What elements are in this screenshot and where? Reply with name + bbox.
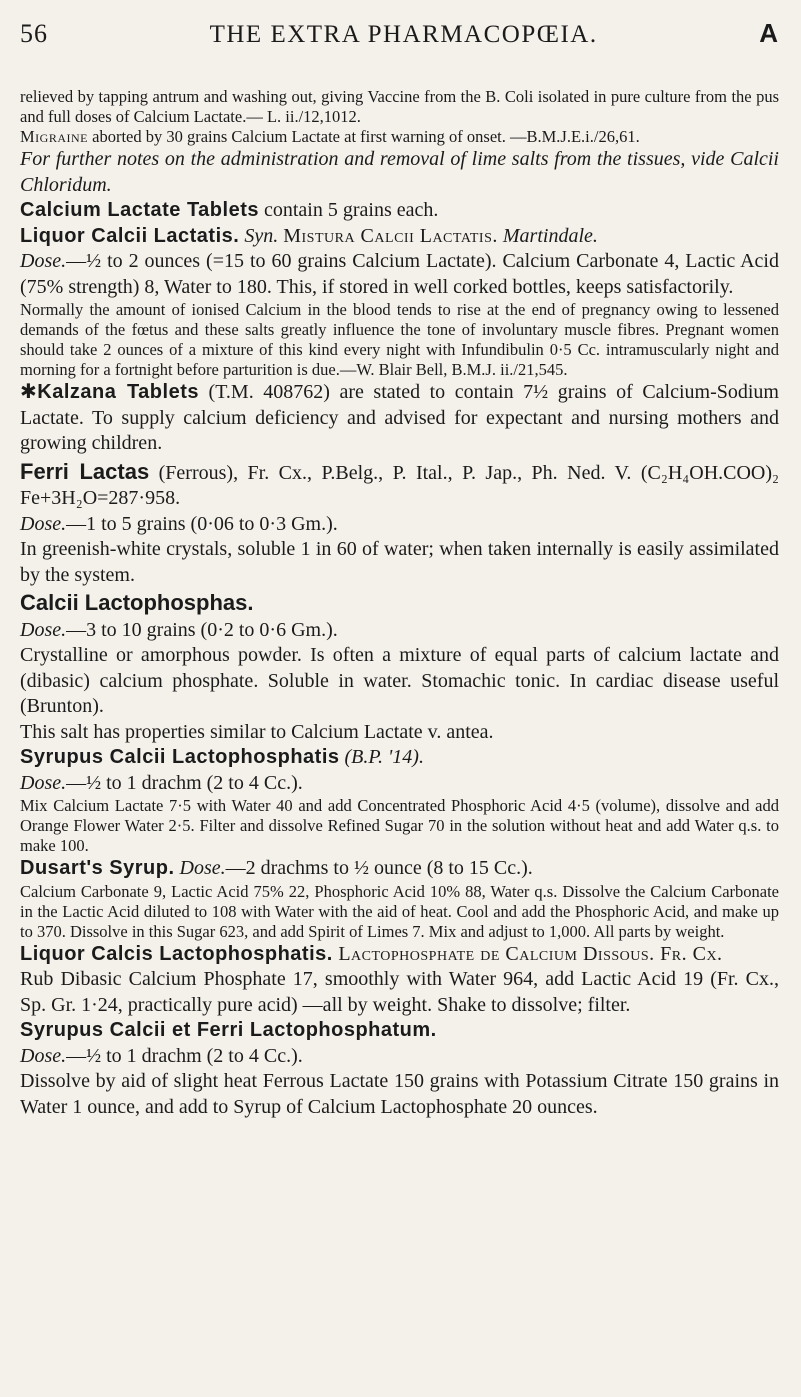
- entry-syrupus-calcii-lactophosphatis: Syrupus Calcii Lactophosphatis (B.P. '14).: [20, 746, 424, 768]
- paragraph-final-method: Dissolve by aid of slight heat Ferrous Lactate 150 grains with Potassium Citrate 150 grains in Water 1 ounce, and add to Syrup of Calcium Lactophosphate 20 ounces.: [20, 1070, 779, 1118]
- paragraph-liquor-method: Rub Dibasic Calcium Phosphate 17, smoothly with Water 964, add Lactic Acid 19 (Fr. Cx., Sp. Gr. 1·24, practically pure acid) —all by weight. Shake to dissolve; filter.: [20, 968, 779, 1016]
- paragraph-ferri-description: In greenish-white crystals, soluble 1 in 60 of water; when taken internally is easily assimilated by the system.: [20, 538, 779, 586]
- dose-liquor: Dose.—½ to 2 ounces (=15 to 60 grains Calcium Lactate). Calcium Carbonate 4, Lactic Acid (75% strength) 8, Water to 180. This, if stored in well corked bottles, keeps satisfactorily.: [20, 250, 779, 298]
- dose-syrupus: Dose.—½ to 1 drachm (2 to 4 Cc.).: [20, 771, 303, 794]
- section-letter: A: [759, 18, 779, 48]
- paragraph-pregnancy: Normally the amount of ionised Calcium in the blood tends to rise at the end of pregnancy owing to lessened demands of the fœtus and these salts greatly influence the tone of involuntary muscle fibres. Pregnant women should take 2 ounces of a mixture of this kind every night with Infundibulin 0·5 Cc. intramuscularly night and morning for a fortnight before parturition is due.—W. Blair Bell, B.M.J. ii./21,545.: [20, 300, 779, 379]
- paragraph-syrupus-method: Mix Calcium Lactate 7·5 with Water 40 and add Concentrated Phosphoric Acid 4·5 (volume), dissolve and add Orange Flower Water 2·5. Filter and dissolve Refined Sugar 70 in the solution without heat and add Water q.s. to make 100.: [20, 796, 779, 855]
- dose-syrupus-calcii-et-ferri: Dose.—½ to 1 drachm (2 to 4 Cc.).: [20, 1044, 303, 1067]
- entry-dusarts-syrup: Dusart's Syrup. Dose.—2 drachms to ½ ounce (8 to 15 Cc.).: [20, 857, 533, 879]
- paragraph-migraine: Migraine aborted by 30 grains Calcium Lactate at first warning of onset. —B.M.J.E.i./26,61.: [20, 127, 640, 146]
- paragraph-bcoli: relieved by tapping antrum and washing out, giving Vaccine from the B. Coli isolated in pure culture from the pus and full doses of Calcium Lactate.— L. ii./12,1012.: [20, 87, 779, 126]
- dose-ferri-lactas: Dose.—1 to 5 grains (0·06 to 0·3 Gm.).: [20, 512, 338, 535]
- paragraph-lactophosphas-properties: This salt has properties similar to Calcium Lactate v. antea.: [20, 720, 494, 743]
- entry-kalzana-tablets: ✱Kalzana Tablets (T.M. 408762) are stated to contain 7½ grains of Calcium-Sodium Lactate. To supply calcium deficiency and advised for expectant and nursing mothers and growing children.: [20, 381, 779, 454]
- entry-calcii-lactophosphas: Calcii Lactophosphas.: [20, 590, 254, 615]
- page-header: [20, 18, 779, 49]
- paragraph-further-notes: For further notes on the administration and removal of lime salts from the tissues, vide Calcii Chloridum.: [20, 148, 779, 196]
- entry-syrupus-calcii-et-ferri: Syrupus Calcii et Ferri Lactophosphatum.: [20, 1019, 437, 1041]
- paragraph-dusarts-method: Calcium Carbonate 9, Lactic Acid 75% 22, Phosphoric Acid 10% 88, Water q.s. Dissolve the Calcium Carbonate in the Lactic Acid diluted to 108 with Water with the aid of heat. Cool and add the Phosphoric Acid, and make up to 370. Dissolve in this Sugar 623, and add Spirit of Limes 7. Mix and adjust to 1,000. All parts by weight.: [20, 881, 779, 941]
- entry-calcium-lactate-tablets: Calcium Lactate Tablets contain 5 grains each.: [20, 199, 439, 221]
- entry-ferri-lactas: Ferri Lactas (Ferrous), Fr. Cx., P.Belg., P. Ital., P. Jap., Ph. Ned. V. (C₂H₄OH.COO)₂ Fe+3H₂O=287·958.: [20, 458, 779, 509]
- entry-liquor-calcii-lactatis: Liquor Calcii Lactatis. Syn. Mistura Calcii Lactatis. Martindale.: [20, 224, 598, 247]
- page-number: 56: [20, 19, 48, 48]
- paragraph-lactophosphas-description: Crystalline or amorphous powder. Is often a mixture of equal parts of calcium lactate and (dibasic) calcium phosphate. Soluble in water. Stomachic tonic. In cardiac disease useful (Brunton).: [20, 644, 779, 717]
- dose-lactophosphas: Dose.—3 to 10 grains (0·2 to 0·6 Gm.).: [20, 618, 338, 641]
- running-title: THE EXTRA PHARMACOPŒIA.: [209, 21, 598, 48]
- entry-liquor-calcis-lactophosphatis: Liquor Calcis Lactophosphatis. Lactophosphate de Calcium Dissous. Fr. Cx.: [20, 942, 723, 965]
